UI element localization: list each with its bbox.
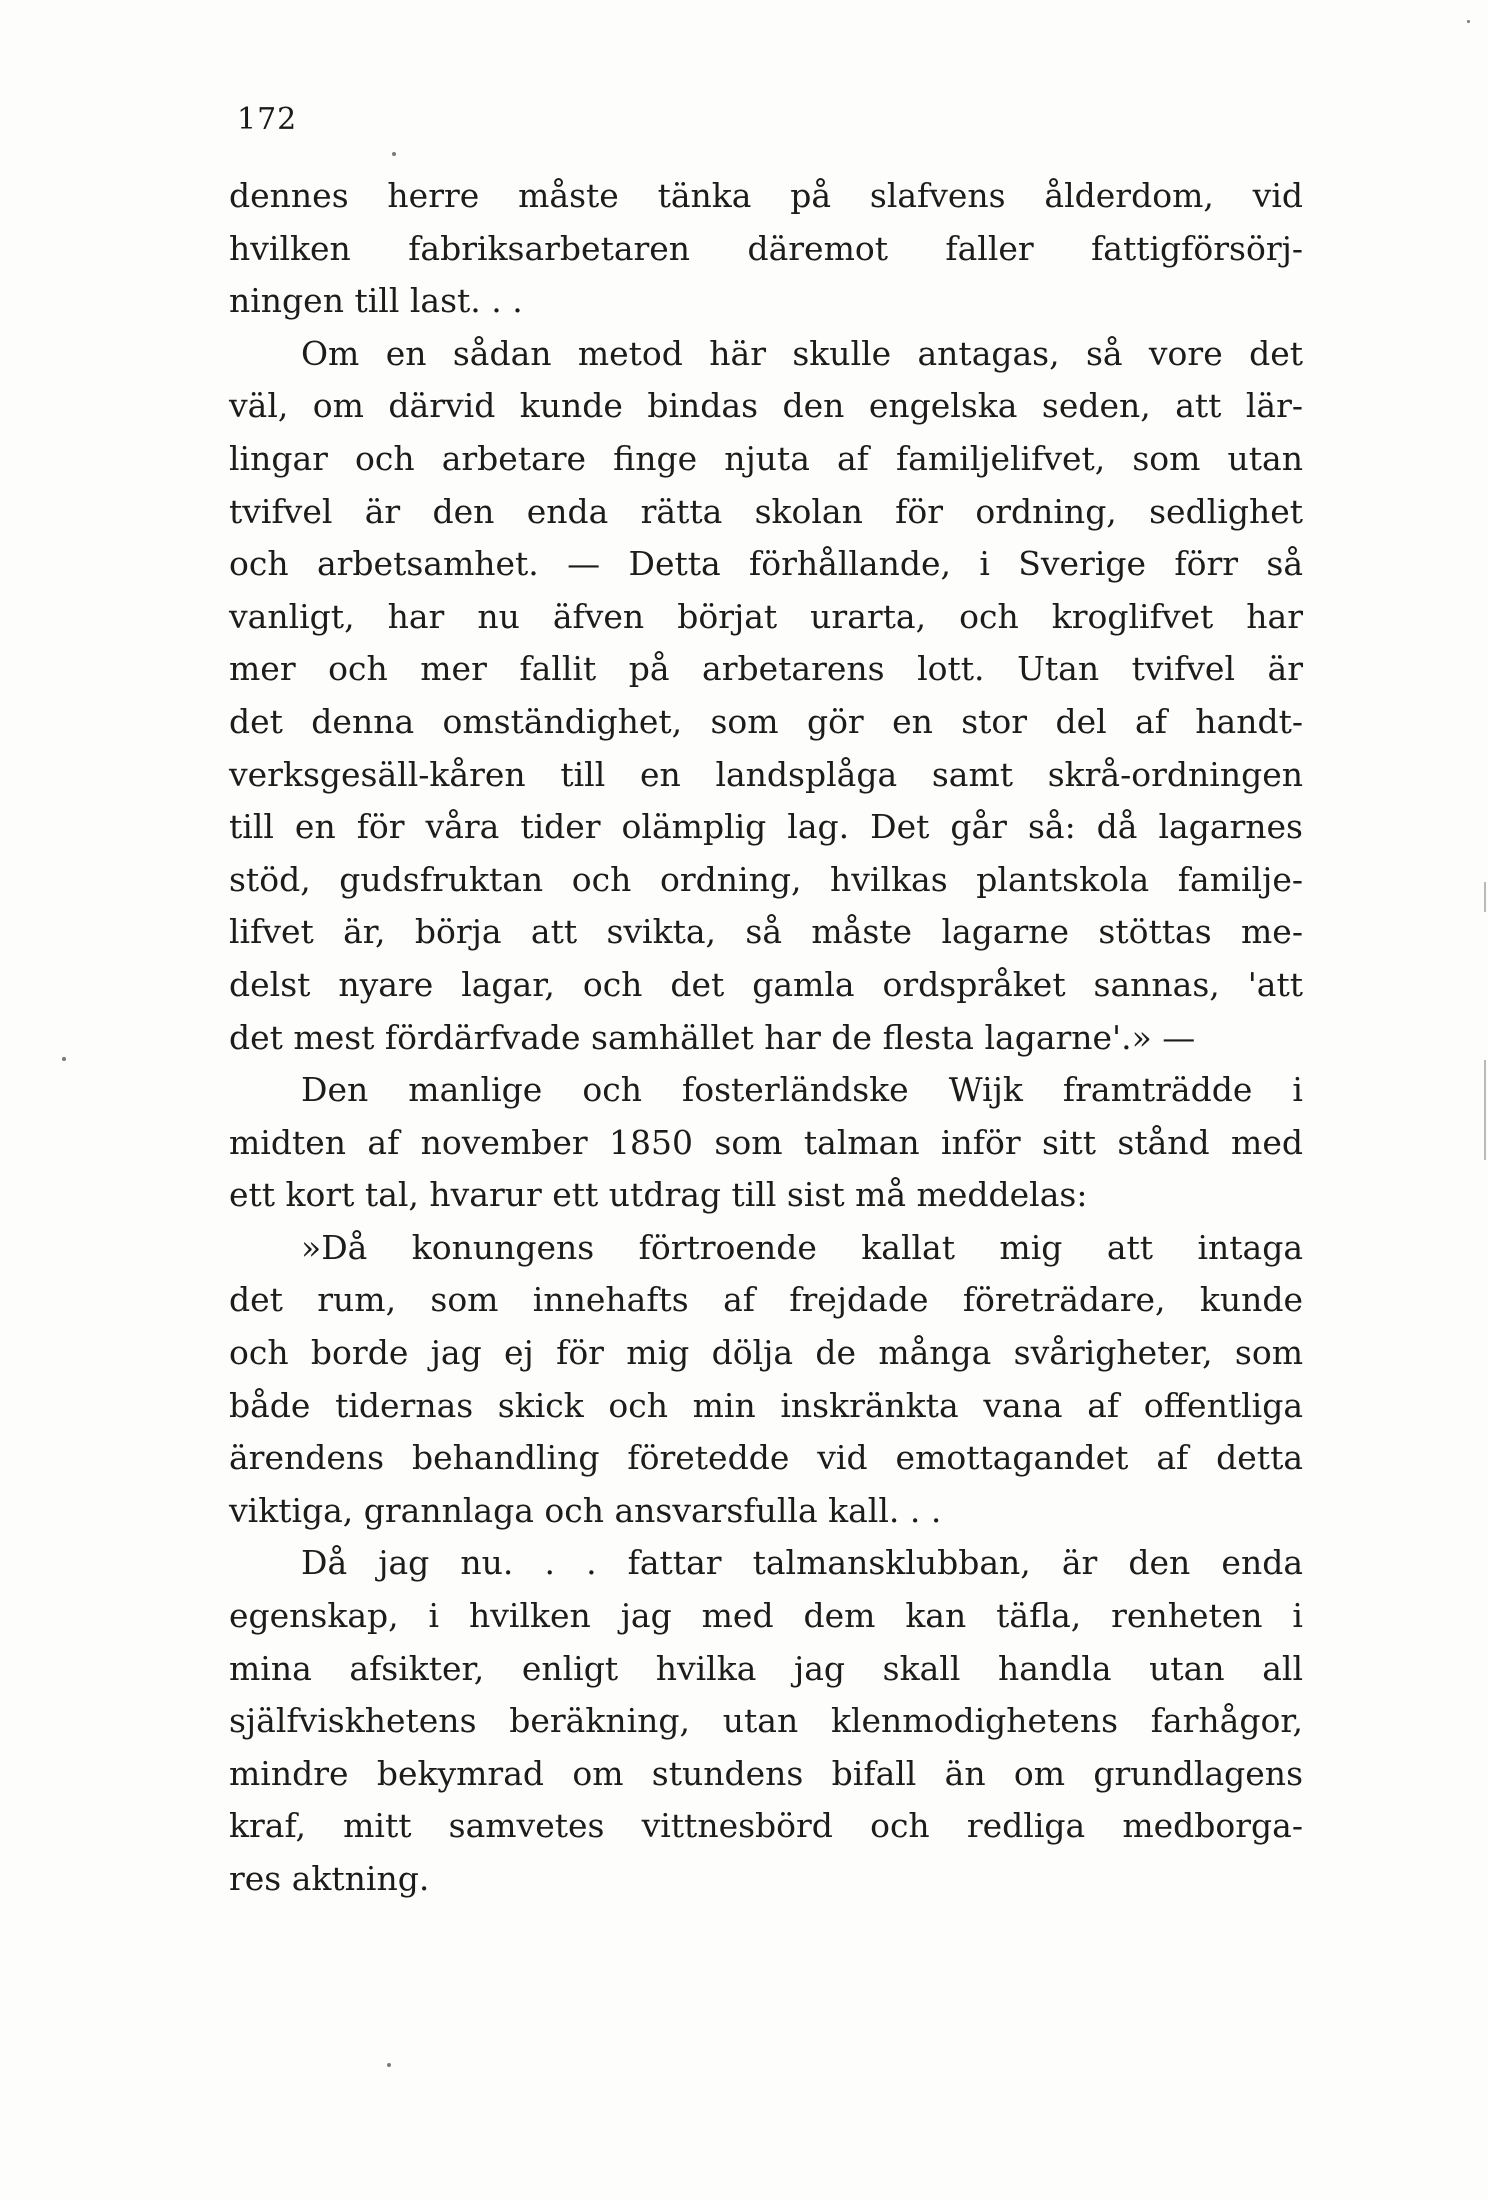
text-line: det denna omständighet, som gör en stor del af handt- <box>229 701 1303 741</box>
text-line: dennes herre måste tänka på slafvens ålderdom, vid <box>229 176 1303 215</box>
text-line: vanligt, har nu äfven börjat urarta, och kroglifvet har <box>229 596 1303 636</box>
scan-edge-mark <box>1484 882 1486 912</box>
text-line: stöd, gudsfruktan och ordning, hvilkas plantskola familje- <box>229 859 1303 899</box>
text-line: delst nyare lagar, och det gamla ordspråket sannas, 'att <box>229 964 1303 1004</box>
scan-edge-mark <box>1484 1060 1486 1104</box>
scan-speck <box>392 152 396 156</box>
text-line: ett kort tal, hvarur ett utdrag till sist må meddelas: <box>229 1175 1088 1215</box>
body-text <box>229 170 1303 1906</box>
text-line: res aktning. <box>229 1859 430 1898</box>
text-line: hvilken fabriksarbetaren däremot faller fattigförsörj- <box>229 228 1303 268</box>
text-line: mer och mer fallit på arbetarens lott. Utan tvifvel är <box>229 649 1303 689</box>
text-line: och borde jag ej för mig dölja de många svårigheter, som <box>229 1333 1303 1373</box>
scan-speck <box>1467 20 1470 23</box>
text-line: mindre bekymrad om stundens bifall än om grundlagens <box>229 1753 1303 1793</box>
text-line: det rum, som innehafts af frejdade företrädare, kunde <box>229 1280 1303 1320</box>
text-line: väl, om därvid kunde bindas den engelska seden, att lär- <box>229 386 1303 426</box>
text-line: lifvet är, börja att svikta, så måste lagarne stöttas me- <box>229 912 1303 952</box>
text-line: lingar och arbetare finge njuta af familjelifvet, som utan <box>229 438 1303 478</box>
text-line: till en för våra tider olämplig lag. Det går så: då lagarnes <box>229 807 1303 847</box>
text-line: Då jag nu. . . fattar talmansklubban, är den enda <box>301 1543 1303 1583</box>
scan-speck <box>387 2063 391 2067</box>
text-line: det mest fördärfvade samhället har de flesta lagarne'.» — <box>229 1017 1196 1057</box>
page-number: 172 <box>237 102 298 137</box>
text-line: och arbetsamhet. — Detta förhållande, i Sverige förr så <box>229 544 1303 584</box>
scan-speck <box>62 1057 66 1061</box>
text-line: både tidernas skick och min inskränkta vana af offentliga <box>229 1385 1303 1425</box>
text-line: midten af november 1850 som talman inför sitt stånd med <box>229 1122 1303 1162</box>
text-line: verksgesäll-kåren till en landsplåga samt skrå-ordningen <box>229 754 1303 794</box>
text-line: viktiga, grannlaga och ansvarsfulla kall. . . <box>229 1490 942 1530</box>
text-line: ärendens behandling företedde vid emottagandet af detta <box>229 1438 1303 1478</box>
text-line: Den manlige och fosterländske Wijk framträdde i <box>301 1070 1303 1110</box>
text-line: Om en sådan metod här skulle antagas, så vore det <box>301 333 1303 373</box>
text-line: själfviskhetens beräkning, utan klenmodighetens farhågor, <box>229 1701 1303 1741</box>
text-line: egenskap, i hvilken jag med dem kan täfla, renheten i <box>229 1596 1303 1636</box>
text-line: kraf, mitt samvetes vittnesbörd och redliga medborga- <box>229 1806 1303 1846</box>
text-line: ningen till last. . . <box>229 281 523 321</box>
text-line: »Då konungens förtroende kallat mig att intaga <box>301 1227 1303 1267</box>
text-line: tvifvel är den enda rätta skolan för ordning, sedlighet <box>229 491 1303 531</box>
scan-edge-mark <box>1484 1100 1486 1160</box>
text-line: mina afsikter, enligt hvilka jag skall handla utan all <box>229 1648 1303 1688</box>
